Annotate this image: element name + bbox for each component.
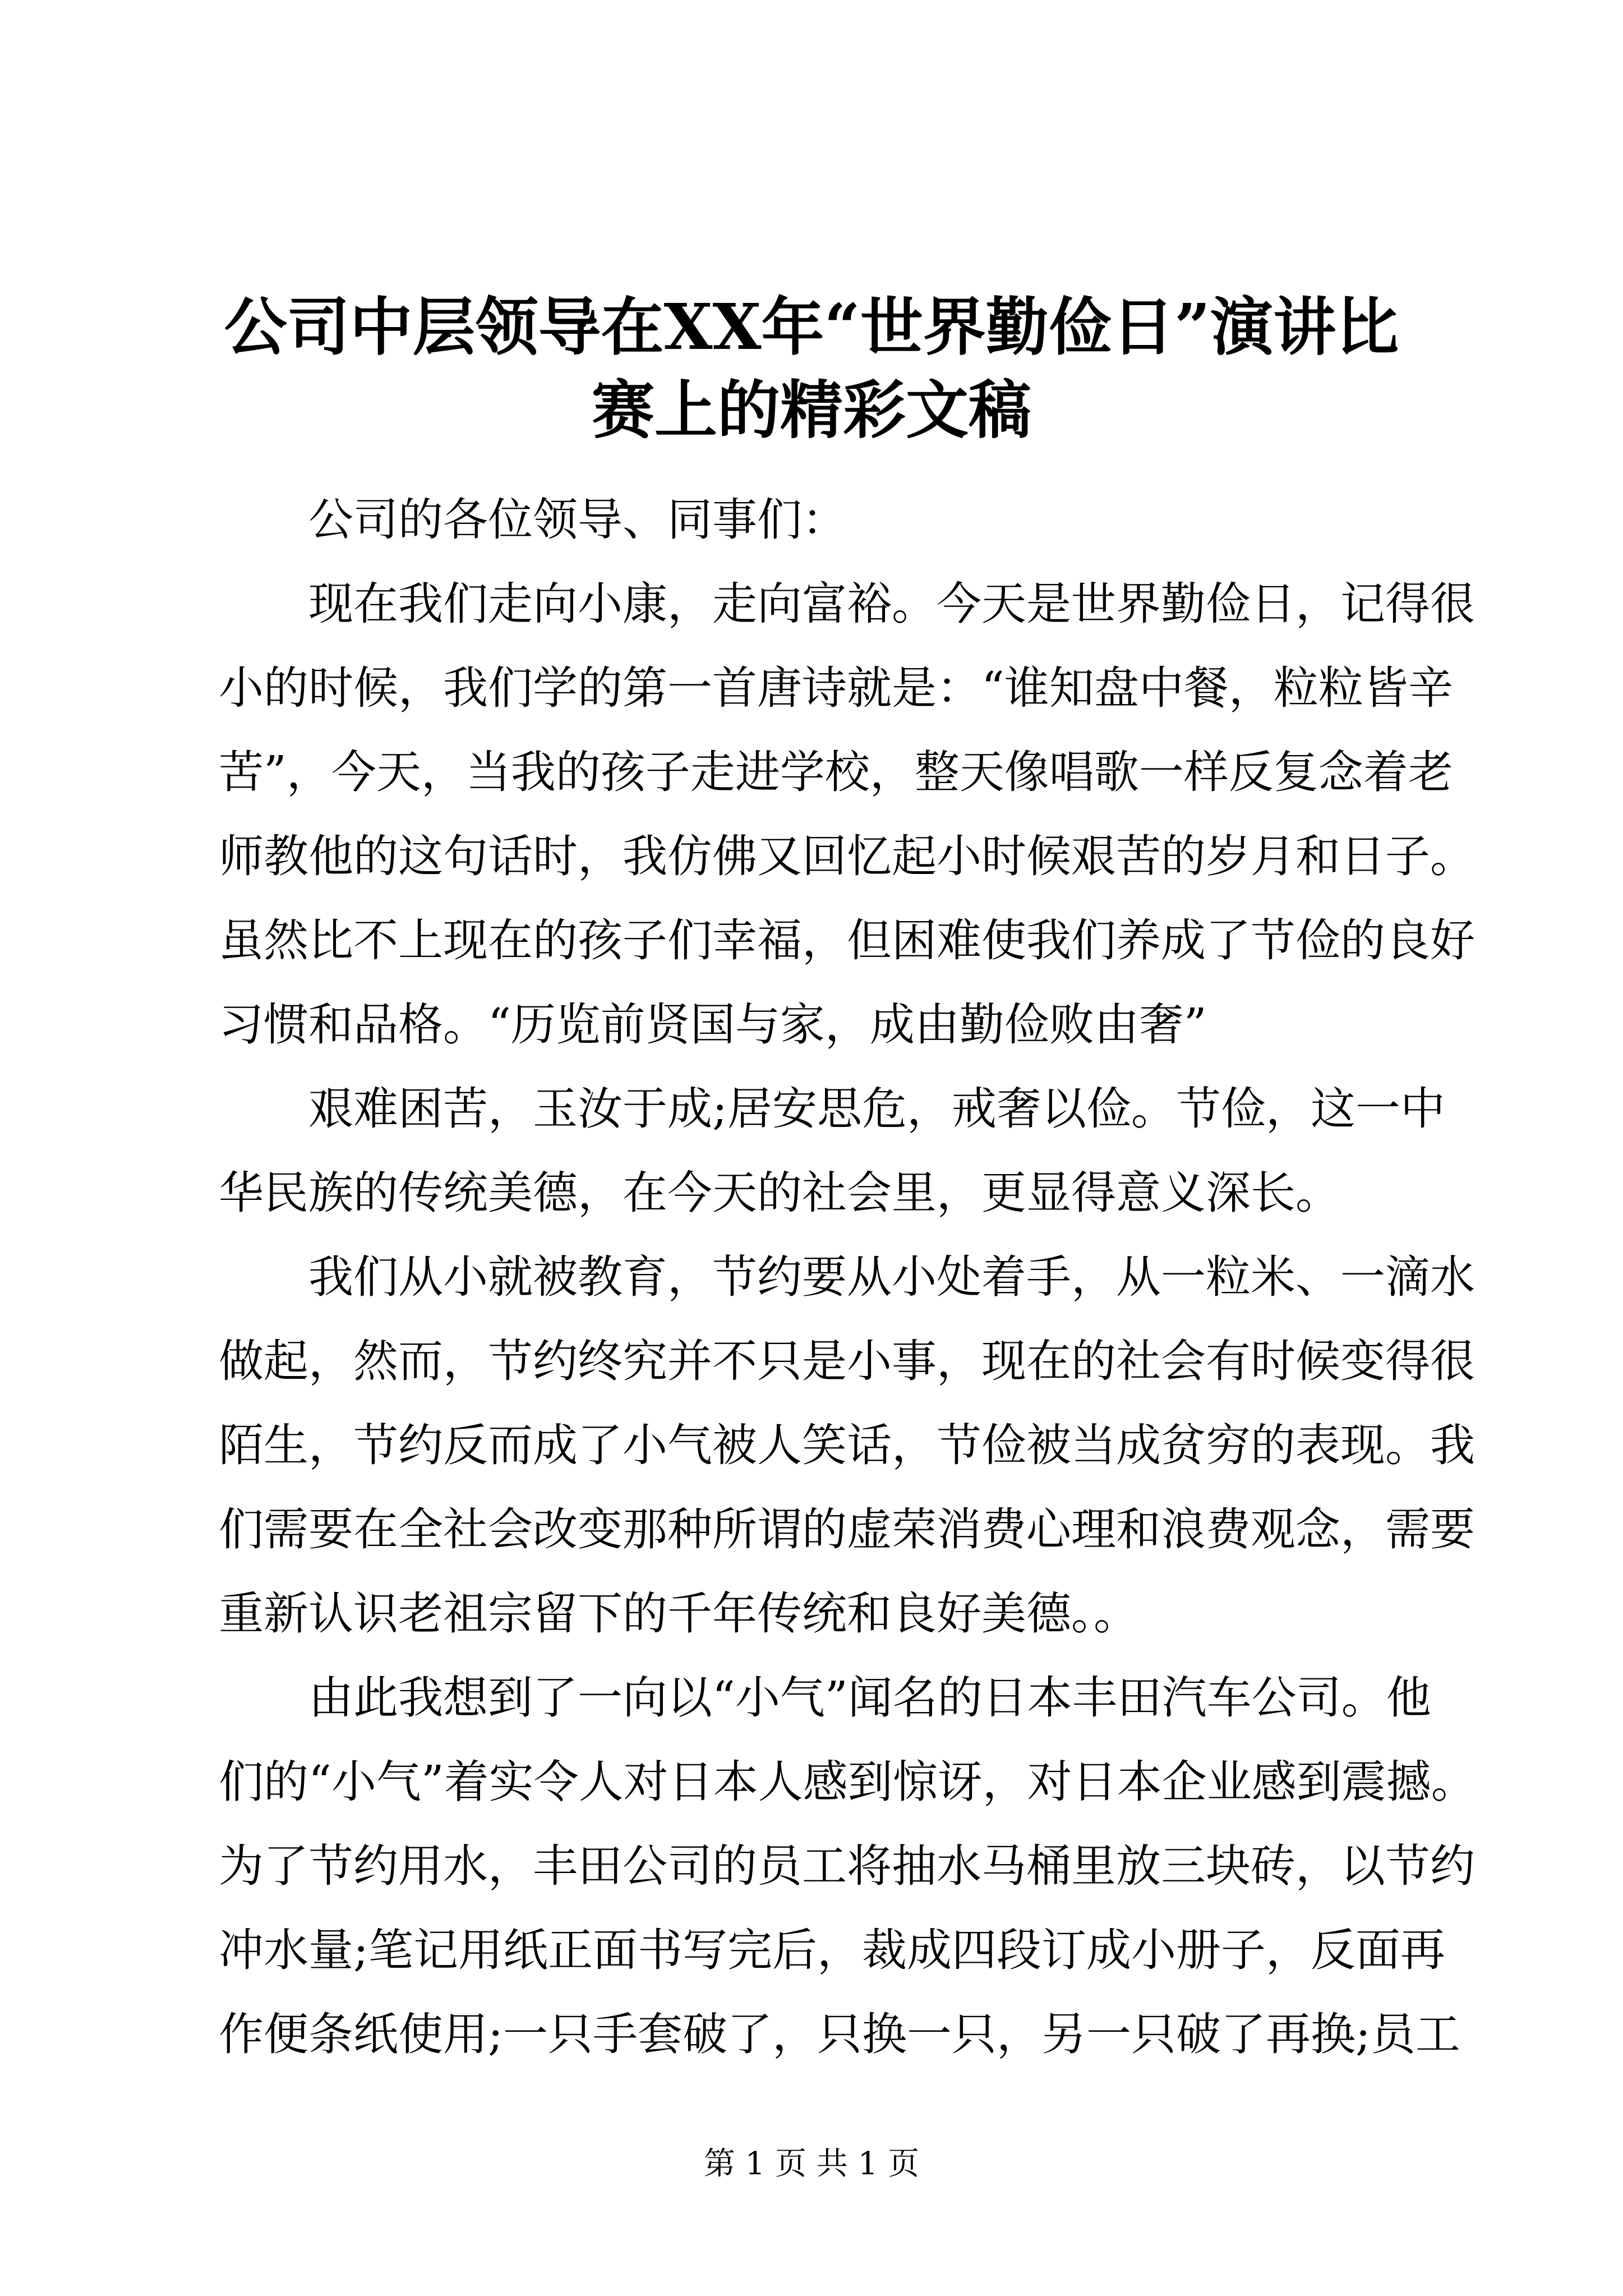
page-number-footer: 第 1 页 共 1 页 <box>703 2146 920 2182</box>
paragraph-line: 师教他的这句话时，我仿佛又回忆起小时候艰苦的岁月和日子。 <box>219 830 1475 882</box>
paragraph-line: 重新认识老祖宗留下的千年传统和良好美德。。 <box>219 1588 1138 1640</box>
paragraph-line: 们需要在全社会改变那种所谓的虚荣消费心理和浪费观念，需要 <box>219 1503 1475 1556</box>
paragraph-line: 习惯和品格。“历览前贤国与家，成由勤俭败由奢” <box>219 999 1207 1051</box>
paragraph-line: 陌生，节约反而成了小气被人笑话，节俭被当成贫穷的表现。我 <box>219 1419 1475 1471</box>
paragraph-line: 为了节约用水，丰田公司的员工将抽水马桶里放三块砖，以节约 <box>219 1840 1475 1892</box>
paragraph-line: 们的“小气”着实令人对日本人感到惊讶，对日本企业感到震撼。 <box>219 1756 1476 1808</box>
paragraph-line: 冲水量;笔记用纸正面书写完后，裁成四段订成小册子，反面再 <box>219 1924 1445 1976</box>
paragraph-line: 由此我想到了一向以“小气”闻名的日本丰田汽车公司。他 <box>308 1672 1431 1724</box>
salutation-line: 公司的各位领导、同事们： <box>308 494 847 546</box>
document-title-line-1: 公司中层领导在XX年“世界勤俭日”演讲比 <box>224 291 1399 364</box>
paragraph-line: 华民族的传统美德，在今天的社会里，更显得意义深长。 <box>219 1167 1340 1219</box>
paragraph-line: 虽然比不上现在的孩子们幸福，但困难使我们养成了节俭的良好 <box>219 914 1475 967</box>
paragraph-line: 小的时候，我们学的第一首唐诗就是：“谁知盘中餐，粒粒皆辛 <box>219 662 1453 714</box>
paragraph-line: 现在我们走向小康，走向富裕。今天是世界勤俭日，记得很 <box>308 578 1475 630</box>
document-body <box>219 478 1476 2077</box>
paragraph-line: 我们从小就被教育，节约要从小处着手，从一粒米、一滴水 <box>308 1251 1475 1303</box>
paragraph-line: 艰难困苦，玉汝于成;居安思危，戒奢以俭。节俭，这一中 <box>308 1083 1445 1135</box>
paragraph-line: 作便条纸使用;一只手套破了，只换一只，另一只破了再换;员工 <box>219 2008 1460 2060</box>
paragraph-line: 苦”，今天，当我的孩子走进学校，整天像唱歌一样反复念着老 <box>219 746 1453 798</box>
paragraph-line: 做起，然而，节约终究并不只是小事，现在的社会有时候变得很 <box>219 1335 1475 1387</box>
document-title-line-2: 赛上的精彩文稿 <box>592 374 1031 447</box>
